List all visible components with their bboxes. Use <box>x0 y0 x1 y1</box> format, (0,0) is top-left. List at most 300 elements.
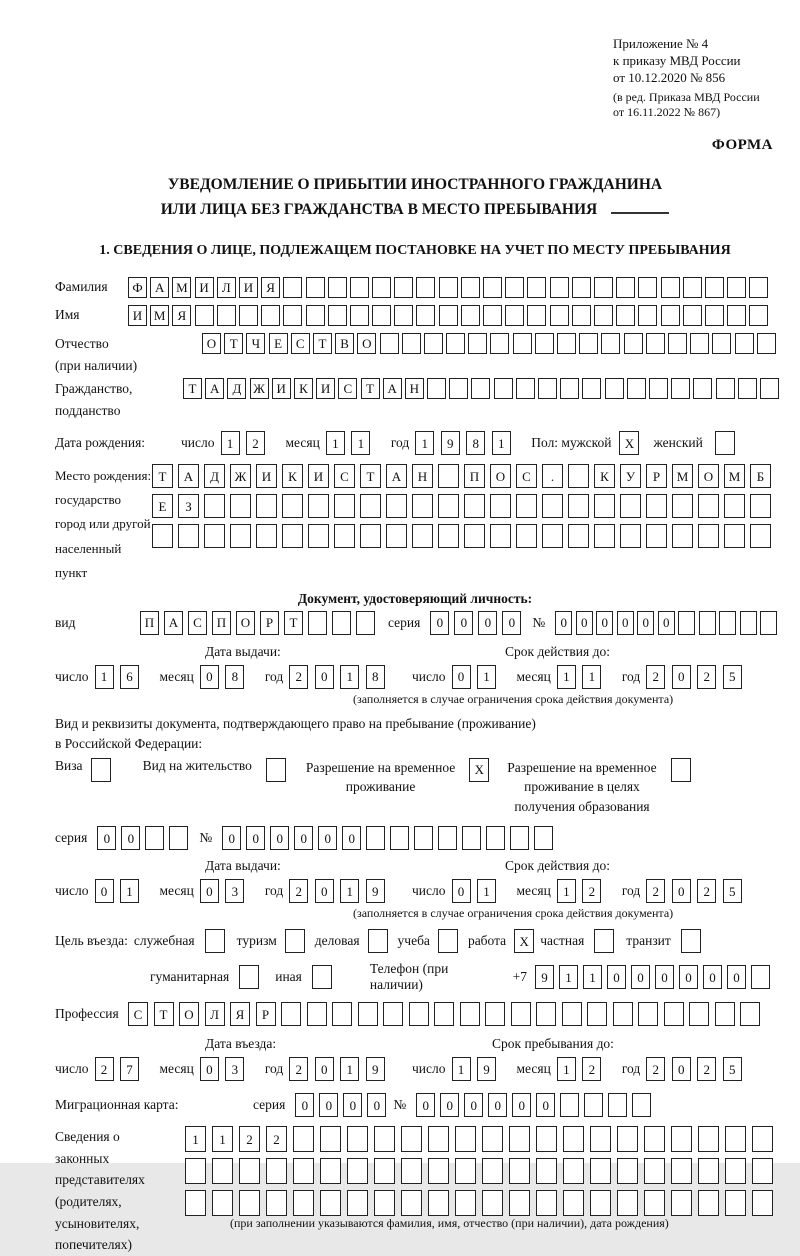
char-cell[interactable]: 0 <box>430 611 449 635</box>
char-cell[interactable] <box>350 305 369 326</box>
char-cell[interactable]: Л <box>217 277 236 298</box>
char-cell[interactable] <box>293 1158 314 1184</box>
char-cell[interactable]: 0 <box>200 665 219 689</box>
char-cell[interactable]: И <box>239 277 258 298</box>
char-cell[interactable] <box>439 277 458 298</box>
purpose-tourism-checkbox-cell[interactable] <box>285 929 305 953</box>
char-cell[interactable]: Я <box>230 1002 250 1026</box>
char-cell[interactable]: 1 <box>185 1126 206 1152</box>
char-cell[interactable] <box>538 378 557 399</box>
char-cell[interactable]: 9 <box>366 1057 385 1081</box>
char-cell[interactable] <box>725 1126 746 1152</box>
char-cell[interactable] <box>740 611 757 635</box>
char-cell[interactable] <box>752 1126 773 1152</box>
char-cell[interactable] <box>510 826 529 850</box>
residence-permit-checkbox-cell[interactable] <box>266 758 286 782</box>
char-cell[interactable]: Е <box>269 333 288 354</box>
char-cell[interactable] <box>402 333 421 354</box>
char-cell[interactable] <box>689 1002 709 1026</box>
char-cell[interactable]: 9 <box>477 1057 496 1081</box>
char-cell[interactable] <box>705 305 724 326</box>
char-cell[interactable] <box>572 277 591 298</box>
char-cell[interactable] <box>601 333 620 354</box>
char-cell[interactable] <box>185 1190 206 1216</box>
char-cell[interactable]: 0 <box>672 879 691 903</box>
char-cell[interactable]: 0 <box>454 611 473 635</box>
char-cell[interactable]: 3 <box>225 879 244 903</box>
char-cell[interactable] <box>542 494 563 518</box>
char-cell[interactable] <box>616 305 635 326</box>
char-cell[interactable] <box>638 277 657 298</box>
char-cell[interactable] <box>461 305 480 326</box>
char-cell[interactable] <box>256 494 277 518</box>
char-cell[interactable] <box>320 1190 341 1216</box>
char-cell[interactable] <box>664 1002 684 1026</box>
char-cell[interactable]: Д <box>227 378 246 399</box>
char-cell[interactable]: 0 <box>319 1093 338 1117</box>
char-cell[interactable] <box>560 1093 579 1117</box>
purpose-private-checkbox-cell[interactable] <box>594 929 614 953</box>
char-cell[interactable]: И <box>308 464 329 488</box>
char-cell[interactable]: З <box>178 494 199 518</box>
char-cell[interactable]: А <box>150 277 169 298</box>
char-cell[interactable]: К <box>594 464 615 488</box>
char-cell[interactable]: А <box>178 464 199 488</box>
char-cell[interactable]: 0 <box>315 665 334 689</box>
char-cell[interactable] <box>672 494 693 518</box>
char-cell[interactable] <box>715 1002 735 1026</box>
char-cell[interactable] <box>550 305 569 326</box>
purpose-study-checkbox-cell[interactable] <box>438 929 458 953</box>
char-cell[interactable]: А <box>383 378 402 399</box>
char-cell[interactable]: 0 <box>464 1093 483 1117</box>
char-cell[interactable] <box>320 1126 341 1152</box>
char-cell[interactable] <box>428 1158 449 1184</box>
char-cell[interactable] <box>256 524 277 548</box>
char-cell[interactable]: О <box>698 464 719 488</box>
char-cell[interactable] <box>360 494 381 518</box>
sex-female-checkbox-cell[interactable] <box>715 431 735 455</box>
char-cell[interactable] <box>527 277 546 298</box>
char-cell[interactable]: 8 <box>466 431 485 455</box>
char-cell[interactable]: 7 <box>120 1057 139 1081</box>
char-cell[interactable] <box>486 826 505 850</box>
char-cell[interactable] <box>283 305 302 326</box>
char-cell[interactable] <box>568 524 589 548</box>
char-cell[interactable] <box>590 1158 611 1184</box>
char-cell[interactable] <box>483 277 502 298</box>
char-cell[interactable] <box>724 494 745 518</box>
char-cell[interactable] <box>455 1158 476 1184</box>
char-cell[interactable] <box>204 524 225 548</box>
char-cell[interactable]: 1 <box>120 879 139 903</box>
char-cell[interactable]: 1 <box>583 965 602 989</box>
char-cell[interactable]: 0 <box>440 1093 459 1117</box>
char-cell[interactable]: Т <box>183 378 202 399</box>
char-cell[interactable]: 0 <box>452 879 471 903</box>
char-cell[interactable]: М <box>150 305 169 326</box>
char-cell[interactable] <box>332 611 351 635</box>
char-cell[interactable]: Н <box>412 464 433 488</box>
char-cell[interactable] <box>582 378 601 399</box>
char-cell[interactable] <box>617 1158 638 1184</box>
char-cell[interactable]: 9 <box>366 879 385 903</box>
char-cell[interactable]: 8 <box>225 665 244 689</box>
char-cell[interactable] <box>594 277 613 298</box>
char-cell[interactable] <box>638 1002 658 1026</box>
char-cell[interactable]: 0 <box>295 1093 314 1117</box>
char-cell[interactable] <box>646 333 665 354</box>
char-cell[interactable] <box>334 494 355 518</box>
char-cell[interactable]: 1 <box>212 1126 233 1152</box>
char-cell[interactable]: 0 <box>637 611 654 635</box>
char-cell[interactable] <box>356 611 375 635</box>
char-cell[interactable]: П <box>464 464 485 488</box>
char-cell[interactable]: В <box>335 333 354 354</box>
char-cell[interactable] <box>712 333 731 354</box>
char-cell[interactable] <box>516 378 535 399</box>
char-cell[interactable] <box>482 1158 503 1184</box>
char-cell[interactable]: 0 <box>536 1093 555 1117</box>
char-cell[interactable]: Я <box>261 277 280 298</box>
char-cell[interactable] <box>724 524 745 548</box>
char-cell[interactable] <box>516 524 537 548</box>
char-cell[interactable] <box>307 1002 327 1026</box>
char-cell[interactable] <box>616 277 635 298</box>
char-cell[interactable]: К <box>282 464 303 488</box>
char-cell[interactable]: Т <box>313 333 332 354</box>
char-cell[interactable]: 2 <box>289 879 308 903</box>
char-cell[interactable] <box>185 1158 206 1184</box>
char-cell[interactable] <box>374 1190 395 1216</box>
char-cell[interactable]: 2 <box>239 1126 260 1152</box>
char-cell[interactable] <box>568 494 589 518</box>
char-cell[interactable]: 1 <box>340 879 359 903</box>
char-cell[interactable]: 2 <box>289 665 308 689</box>
char-cell[interactable] <box>590 1190 611 1216</box>
char-cell[interactable] <box>347 1126 368 1152</box>
char-cell[interactable] <box>471 378 490 399</box>
char-cell[interactable] <box>306 305 325 326</box>
char-cell[interactable] <box>412 494 433 518</box>
char-cell[interactable] <box>613 1002 633 1026</box>
char-cell[interactable]: 1 <box>492 431 511 455</box>
char-cell[interactable]: А <box>205 378 224 399</box>
char-cell[interactable] <box>624 333 643 354</box>
char-cell[interactable] <box>414 826 433 850</box>
char-cell[interactable] <box>212 1190 233 1216</box>
char-cell[interactable] <box>293 1126 314 1152</box>
char-cell[interactable]: Р <box>260 611 279 635</box>
char-cell[interactable]: К <box>294 378 313 399</box>
char-cell[interactable]: 2 <box>697 879 716 903</box>
purpose-humanitarian-checkbox-cell[interactable] <box>239 965 259 989</box>
char-cell[interactable] <box>358 1002 378 1026</box>
char-cell[interactable]: 1 <box>340 665 359 689</box>
char-cell[interactable] <box>750 494 771 518</box>
char-cell[interactable] <box>644 1158 665 1184</box>
char-cell[interactable]: О <box>490 464 511 488</box>
char-cell[interactable] <box>394 277 413 298</box>
char-cell[interactable] <box>401 1158 422 1184</box>
char-cell[interactable]: М <box>672 464 693 488</box>
char-cell[interactable]: 2 <box>646 879 665 903</box>
char-cell[interactable] <box>638 305 657 326</box>
char-cell[interactable] <box>693 378 712 399</box>
visa-checkbox-cell[interactable] <box>91 758 111 782</box>
char-cell[interactable] <box>374 1158 395 1184</box>
char-cell[interactable] <box>412 524 433 548</box>
char-cell[interactable]: П <box>140 611 159 635</box>
char-cell[interactable] <box>752 1190 773 1216</box>
char-cell[interactable] <box>283 277 302 298</box>
char-cell[interactable] <box>735 333 754 354</box>
char-cell[interactable]: 1 <box>415 431 434 455</box>
char-cell[interactable] <box>620 524 641 548</box>
char-cell[interactable] <box>716 378 735 399</box>
char-cell[interactable]: П <box>212 611 231 635</box>
char-cell[interactable]: 1 <box>582 665 601 689</box>
char-cell[interactable]: 2 <box>646 1057 665 1081</box>
char-cell[interactable]: 0 <box>246 826 265 850</box>
char-cell[interactable]: 0 <box>478 611 497 635</box>
char-cell[interactable] <box>401 1126 422 1152</box>
char-cell[interactable] <box>505 305 524 326</box>
char-cell[interactable] <box>386 524 407 548</box>
char-cell[interactable] <box>282 494 303 518</box>
char-cell[interactable] <box>509 1126 530 1152</box>
char-cell[interactable] <box>690 333 709 354</box>
char-cell[interactable]: 5 <box>723 1057 742 1081</box>
char-cell[interactable]: И <box>316 378 335 399</box>
char-cell[interactable] <box>671 1190 692 1216</box>
char-cell[interactable]: Л <box>205 1002 225 1026</box>
char-cell[interactable] <box>536 1126 557 1152</box>
char-cell[interactable]: 0 <box>318 826 337 850</box>
char-cell[interactable] <box>550 277 569 298</box>
char-cell[interactable]: 0 <box>367 1093 386 1117</box>
char-cell[interactable] <box>760 378 779 399</box>
char-cell[interactable] <box>644 1126 665 1152</box>
char-cell[interactable]: С <box>516 464 537 488</box>
char-cell[interactable] <box>757 333 776 354</box>
char-cell[interactable] <box>204 494 225 518</box>
char-cell[interactable] <box>464 494 485 518</box>
char-cell[interactable]: 0 <box>416 1093 435 1117</box>
char-cell[interactable] <box>511 1002 531 1026</box>
char-cell[interactable] <box>749 277 768 298</box>
char-cell[interactable] <box>308 611 327 635</box>
char-cell[interactable] <box>698 1158 719 1184</box>
char-cell[interactable]: 9 <box>441 431 460 455</box>
char-cell[interactable] <box>605 378 624 399</box>
char-cell[interactable] <box>416 277 435 298</box>
char-cell[interactable]: 5 <box>723 879 742 903</box>
char-cell[interactable]: 0 <box>658 611 675 635</box>
char-cell[interactable]: 1 <box>351 431 370 455</box>
char-cell[interactable]: Ф <box>128 277 147 298</box>
char-cell[interactable]: О <box>357 333 376 354</box>
purpose-transit-checkbox-cell[interactable] <box>681 929 701 953</box>
char-cell[interactable]: 1 <box>557 665 576 689</box>
char-cell[interactable]: 1 <box>477 879 496 903</box>
char-cell[interactable]: 0 <box>655 965 674 989</box>
char-cell[interactable]: 1 <box>559 965 578 989</box>
char-cell[interactable] <box>671 1158 692 1184</box>
char-cell[interactable]: О <box>236 611 255 635</box>
char-cell[interactable] <box>584 1093 603 1117</box>
temp-residence-edu-checkbox-cell[interactable] <box>671 758 691 782</box>
char-cell[interactable] <box>668 333 687 354</box>
char-cell[interactable]: Я <box>172 305 191 326</box>
char-cell[interactable] <box>608 1093 627 1117</box>
char-cell[interactable]: 0 <box>222 826 241 850</box>
char-cell[interactable] <box>644 1190 665 1216</box>
char-cell[interactable]: 0 <box>97 826 116 850</box>
char-cell[interactable] <box>698 1190 719 1216</box>
char-cell[interactable] <box>374 1126 395 1152</box>
char-cell[interactable]: 8 <box>366 665 385 689</box>
char-cell[interactable]: 0 <box>200 1057 219 1081</box>
char-cell[interactable]: Т <box>361 378 380 399</box>
purpose-work-checkbox-cell[interactable]: X <box>514 929 534 953</box>
char-cell[interactable]: М <box>172 277 191 298</box>
char-cell[interactable] <box>293 1190 314 1216</box>
char-cell[interactable] <box>587 1002 607 1026</box>
char-cell[interactable] <box>239 305 258 326</box>
char-cell[interactable] <box>394 305 413 326</box>
char-cell[interactable]: 6 <box>120 665 139 689</box>
char-cell[interactable] <box>328 277 347 298</box>
char-cell[interactable]: Д <box>204 464 225 488</box>
char-cell[interactable] <box>468 333 487 354</box>
char-cell[interactable]: Р <box>256 1002 276 1026</box>
char-cell[interactable] <box>536 1190 557 1216</box>
char-cell[interactable] <box>383 1002 403 1026</box>
char-cell[interactable] <box>424 333 443 354</box>
char-cell[interactable]: 1 <box>557 1057 576 1081</box>
char-cell[interactable] <box>719 611 736 635</box>
char-cell[interactable] <box>461 277 480 298</box>
char-cell[interactable] <box>562 1002 582 1026</box>
char-cell[interactable] <box>536 1002 556 1026</box>
char-cell[interactable]: И <box>272 378 291 399</box>
char-cell[interactable] <box>627 378 646 399</box>
char-cell[interactable] <box>281 1002 301 1026</box>
char-cell[interactable] <box>334 524 355 548</box>
char-cell[interactable]: 0 <box>672 1057 691 1081</box>
char-cell[interactable] <box>347 1158 368 1184</box>
char-cell[interactable]: 5 <box>723 665 742 689</box>
char-cell[interactable] <box>386 494 407 518</box>
char-cell[interactable] <box>698 524 719 548</box>
char-cell[interactable] <box>482 1126 503 1152</box>
char-cell[interactable] <box>462 826 481 850</box>
char-cell[interactable] <box>490 524 511 548</box>
char-cell[interactable]: 0 <box>607 965 626 989</box>
char-cell[interactable] <box>738 378 757 399</box>
char-cell[interactable]: И <box>195 277 214 298</box>
char-cell[interactable] <box>542 524 563 548</box>
char-cell[interactable] <box>145 826 164 850</box>
char-cell[interactable]: 0 <box>617 611 634 635</box>
char-cell[interactable] <box>535 333 554 354</box>
char-cell[interactable] <box>460 1002 480 1026</box>
char-cell[interactable] <box>308 494 329 518</box>
char-cell[interactable]: Т <box>360 464 381 488</box>
char-cell[interactable] <box>483 305 502 326</box>
char-cell[interactable]: Т <box>154 1002 174 1026</box>
char-cell[interactable] <box>671 1126 692 1152</box>
char-cell[interactable] <box>446 333 465 354</box>
char-cell[interactable]: 2 <box>582 879 601 903</box>
char-cell[interactable] <box>699 611 716 635</box>
char-cell[interactable] <box>282 524 303 548</box>
char-cell[interactable] <box>683 277 702 298</box>
char-cell[interactable]: 1 <box>340 1057 359 1081</box>
char-cell[interactable] <box>563 1158 584 1184</box>
char-cell[interactable]: 0 <box>631 965 650 989</box>
char-cell[interactable] <box>239 1190 260 1216</box>
char-cell[interactable] <box>752 1158 773 1184</box>
char-cell[interactable]: М <box>724 464 745 488</box>
char-cell[interactable]: 0 <box>452 665 471 689</box>
char-cell[interactable]: 0 <box>200 879 219 903</box>
char-cell[interactable] <box>698 1126 719 1152</box>
char-cell[interactable]: И <box>256 464 277 488</box>
char-cell[interactable] <box>563 1190 584 1216</box>
char-cell[interactable] <box>572 305 591 326</box>
char-cell[interactable] <box>632 1093 651 1117</box>
char-cell[interactable] <box>372 305 391 326</box>
char-cell[interactable] <box>455 1190 476 1216</box>
char-cell[interactable]: . <box>542 464 563 488</box>
char-cell[interactable]: 2 <box>697 665 716 689</box>
char-cell[interactable] <box>152 524 173 548</box>
char-cell[interactable] <box>727 305 746 326</box>
char-cell[interactable]: 9 <box>535 965 554 989</box>
char-cell[interactable] <box>427 378 446 399</box>
char-cell[interactable]: 0 <box>502 611 521 635</box>
char-cell[interactable] <box>428 1190 449 1216</box>
char-cell[interactable]: А <box>386 464 407 488</box>
char-cell[interactable] <box>306 277 325 298</box>
char-cell[interactable] <box>740 1002 760 1026</box>
char-cell[interactable] <box>705 277 724 298</box>
char-cell[interactable] <box>195 305 214 326</box>
char-cell[interactable]: С <box>128 1002 148 1026</box>
char-cell[interactable]: 0 <box>121 826 140 850</box>
char-cell[interactable] <box>449 378 468 399</box>
char-cell[interactable] <box>178 524 199 548</box>
char-cell[interactable] <box>594 524 615 548</box>
char-cell[interactable]: 0 <box>703 965 722 989</box>
char-cell[interactable] <box>671 378 690 399</box>
char-cell[interactable]: 0 <box>343 1093 362 1117</box>
char-cell[interactable] <box>360 524 381 548</box>
char-cell[interactable] <box>751 965 770 989</box>
char-cell[interactable] <box>649 378 668 399</box>
char-cell[interactable] <box>683 305 702 326</box>
char-cell[interactable]: О <box>202 333 221 354</box>
char-cell[interactable]: 1 <box>477 665 496 689</box>
char-cell[interactable] <box>401 1190 422 1216</box>
char-cell[interactable] <box>439 305 458 326</box>
char-cell[interactable]: С <box>338 378 357 399</box>
char-cell[interactable]: 2 <box>582 1057 601 1081</box>
char-cell[interactable]: Ж <box>250 378 269 399</box>
char-cell[interactable]: 2 <box>246 431 265 455</box>
